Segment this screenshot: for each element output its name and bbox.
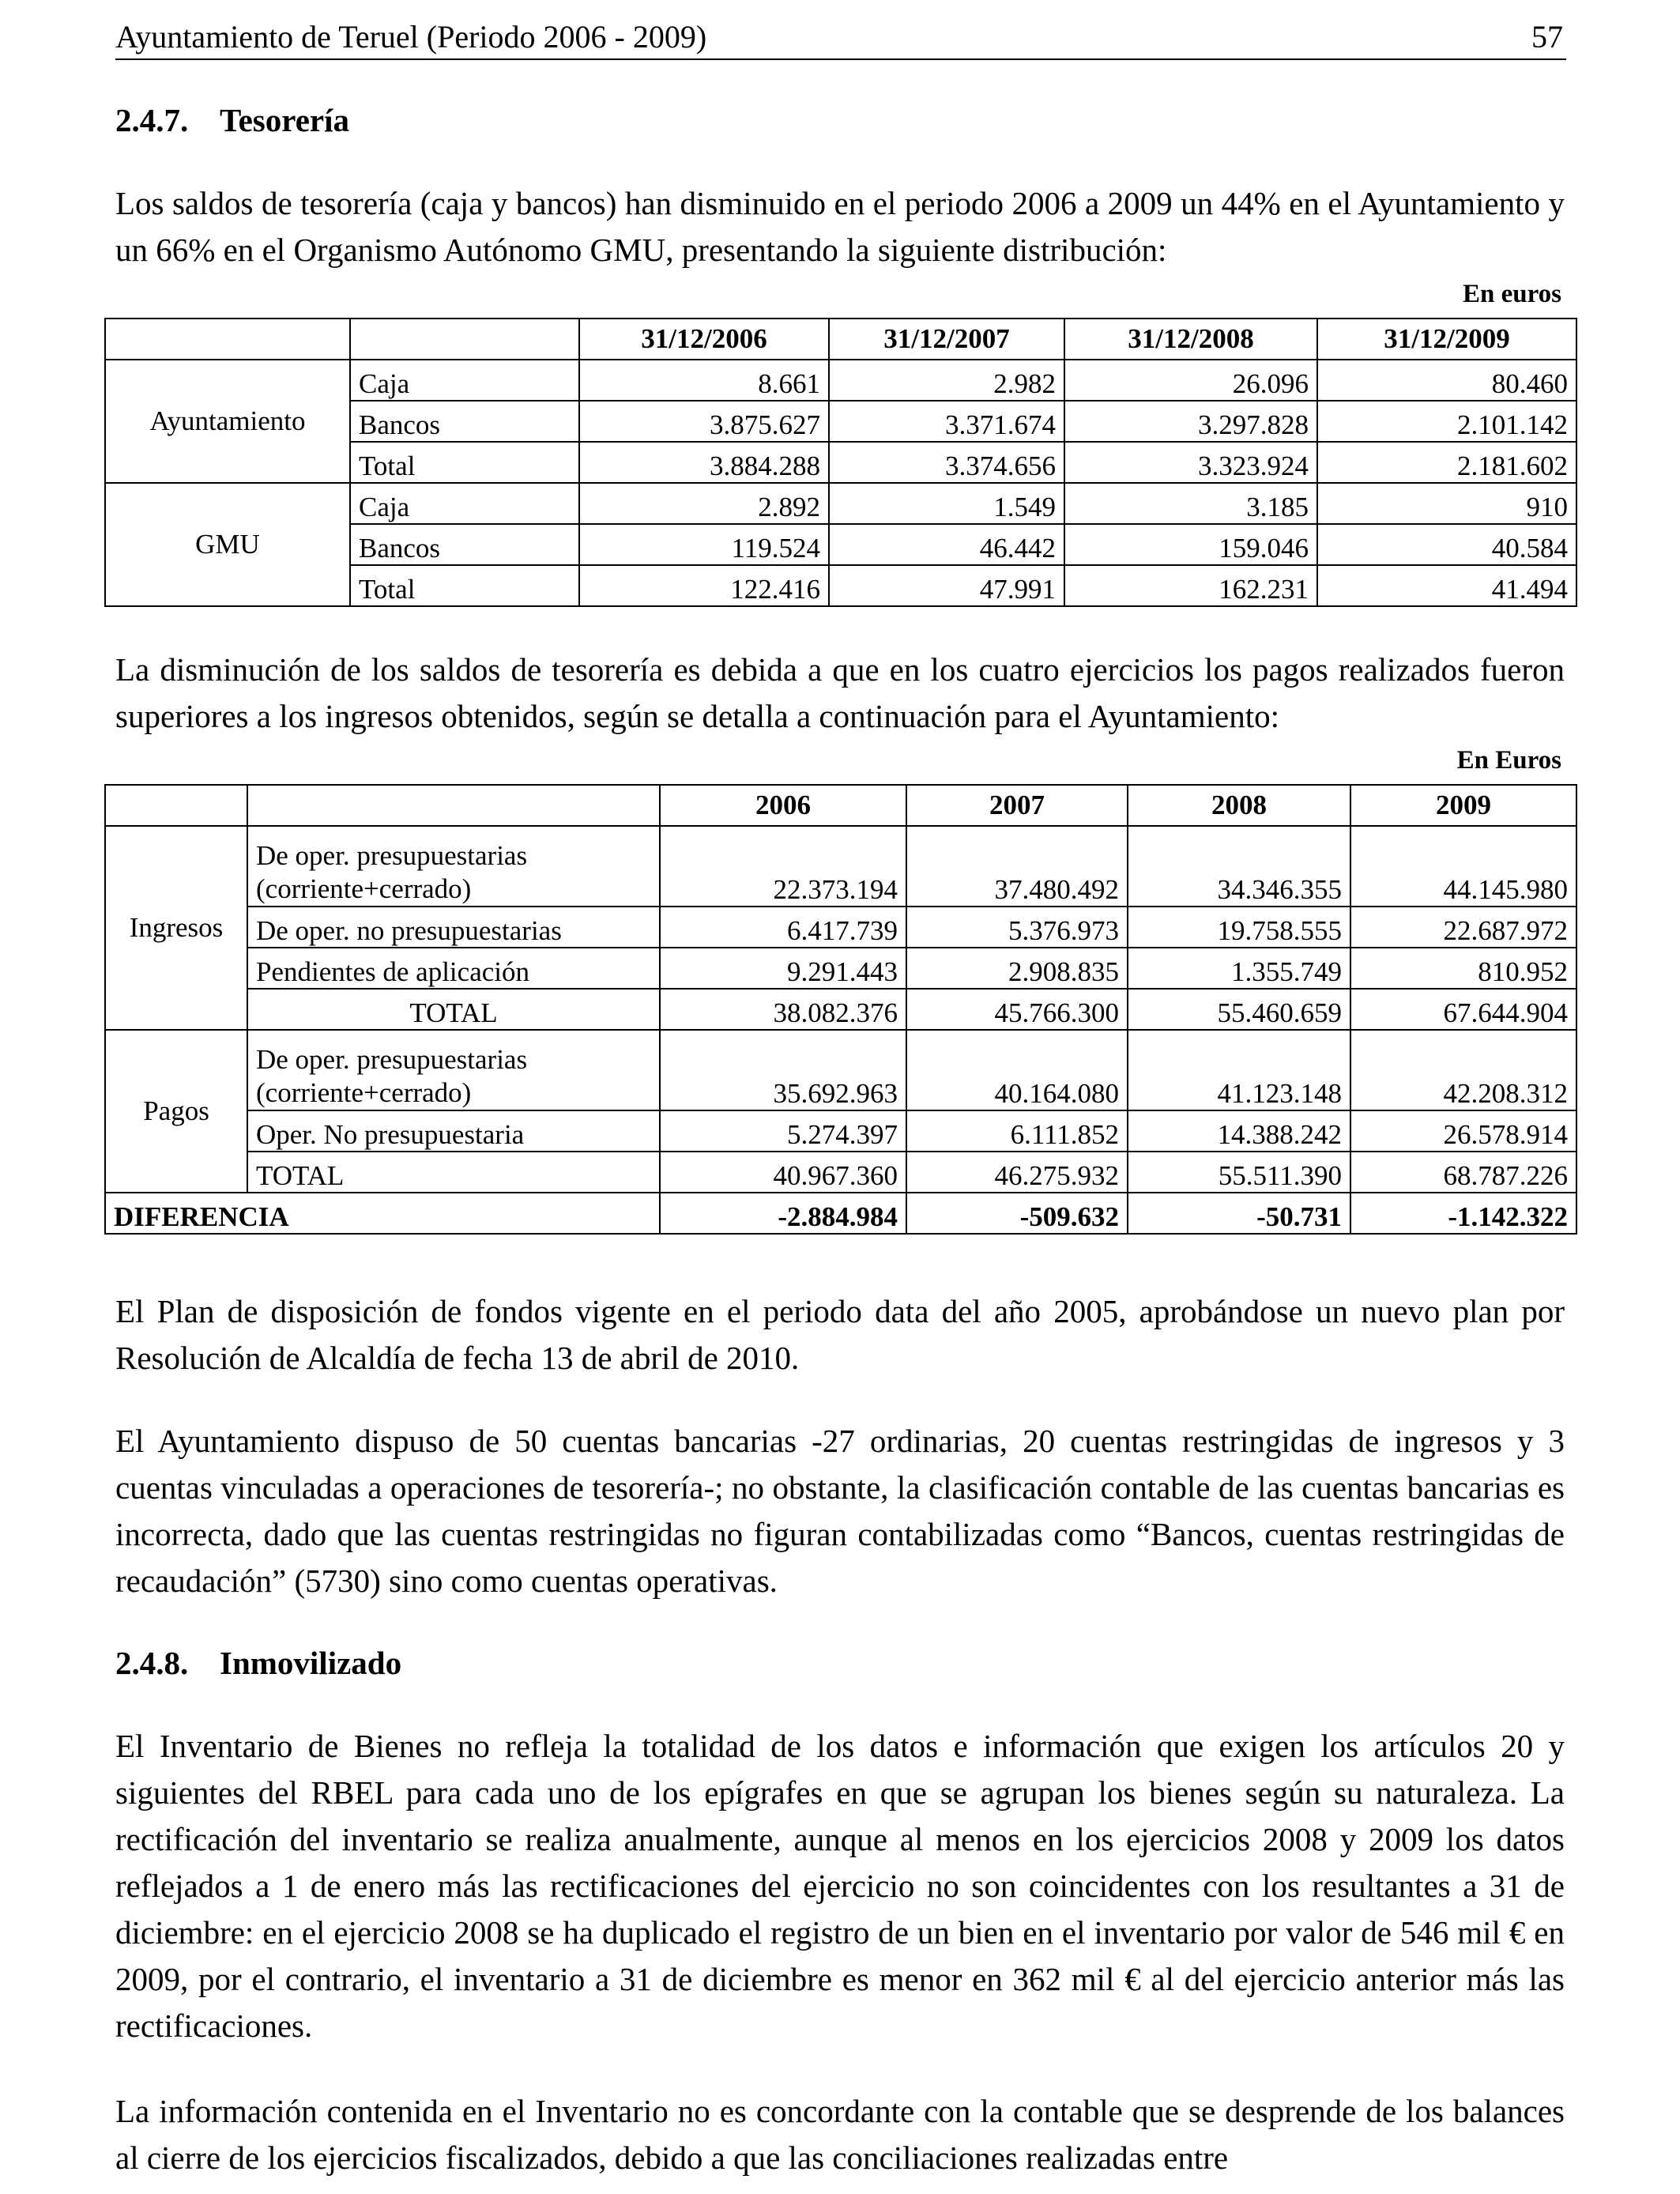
cell-value: -509.632: [906, 1193, 1128, 1234]
cell-value: 45.766.300: [906, 989, 1128, 1030]
cell-value: 37.480.492: [906, 826, 1128, 907]
header-title: Ayuntamiento de Teruel (Periodo 2006 - 2009): [115, 19, 707, 55]
row-label: Total: [350, 442, 579, 483]
column-header: 31/12/2007: [829, 319, 1064, 360]
column-header: 2007: [906, 785, 1128, 826]
cell-value: 3.323.924: [1064, 442, 1317, 483]
cell-value: 2.181.602: [1317, 442, 1576, 483]
section-number: 2.4.7.: [115, 102, 189, 138]
group-label: Ingresos: [105, 826, 247, 1030]
cell-value: 41.123.148: [1128, 1030, 1350, 1110]
group-label: GMU: [105, 483, 350, 606]
cell-value: -50.731: [1128, 1193, 1350, 1234]
cell-value: 80.460: [1317, 360, 1576, 401]
paragraph-informacion-inventario: La información contenida en el Inventario no es concordante con la contable que se desprende de los balances al cierre de los ejercicios fiscalizados, debido a que las conciliaciones realizadas entre: [115, 2093, 1565, 2176]
row-label: De oper. no presupuestarias: [247, 907, 660, 948]
cell-value: 5.274.397: [660, 1110, 906, 1152]
row-label: DIFERENCIA: [105, 1193, 660, 1234]
cell-value: 6.417.739: [660, 907, 906, 948]
cell-value: 55.511.390: [1128, 1152, 1350, 1193]
row-label: De oper. presupuestarias (corriente+cerrado): [247, 826, 660, 907]
row-label: TOTAL: [247, 989, 660, 1030]
table-row: [105, 1152, 1576, 1193]
tesoreria-table: [104, 318, 1577, 607]
cell-value: 55.460.659: [1128, 989, 1350, 1030]
row-label: Bancos: [350, 401, 579, 442]
paragraph-inventario: El Inventario de Bienes no refleja la totalidad de los datos e información que exigen los artículos 20 y siguientes del RBEL para cada uno de los epígrafes en que se agrupan los bienes según su naturaleza. La rectificación del inventario se realiza anualmente, aunque al menos en los ejercicios 2008 y 2009 los datos reflejados a 1 de enero más las rectificaciones del ejercicio no son coincidentes con los resultantes a 31 de diciembre: en el ejercicio 2008 se ha duplicado el registro de un bien en el inventario por valor de 546 mil € en 2009, por el contrario, el inventario a 31 de diciembre es menor en 362 mil € al del ejercicio anterior más las rectificaciones.: [115, 1728, 1565, 2044]
table-row: [105, 826, 1576, 907]
row-label: Pendientes de aplicación: [247, 948, 660, 989]
section-heading-inmovilizado: [115, 1644, 401, 1682]
row-label: TOTAL: [247, 1152, 660, 1193]
column-header: 31/12/2006: [579, 319, 829, 360]
row-label: Caja: [350, 483, 579, 524]
cell-value: 1.549: [829, 483, 1064, 524]
paragraph-cuentas-bancarias: El Ayuntamiento dispuso de 50 cuentas bancarias -27 ordinarias, 20 cuentas restringidas de ingresos y 3 cuentas vinculadas a operaciones de tesorería-; no obstante, la clasificación contable de las cuentas bancarias es incorrecta, dado que las cuentas restringidas no figuran contabilizadas como “Bancos, cuentas restringidas de recaudación” (5730) sino como cuentas operativas.: [115, 1423, 1565, 1599]
group-label: Ayuntamiento: [105, 360, 350, 483]
cell-value: 3.374.656: [829, 442, 1064, 483]
cell-value: 3.297.828: [1064, 401, 1317, 442]
cell-value: 34.346.355: [1128, 826, 1350, 907]
table-row: [105, 1030, 1576, 1110]
cell-value: 22.373.194: [660, 826, 906, 907]
cell-value: 2.982: [829, 360, 1064, 401]
table-row: [105, 989, 1576, 1030]
cell-value: 41.494: [1317, 565, 1576, 606]
cell-value: 14.388.242: [1128, 1110, 1350, 1152]
cell-value: 2.101.142: [1317, 401, 1576, 442]
cell-value: 46.442: [829, 524, 1064, 565]
cell-value: 810.952: [1350, 948, 1576, 989]
cell-value: 2.892: [579, 483, 829, 524]
page-number: 57: [1531, 19, 1563, 55]
cell-value: 910: [1317, 483, 1576, 524]
cell-value: 1.355.749: [1128, 948, 1350, 989]
table-row: [105, 360, 1576, 401]
cell-value: 9.291.443: [660, 948, 906, 989]
cell-value: 40.584: [1317, 524, 1576, 565]
cell-value: -2.884.984: [660, 1193, 906, 1234]
section-title: Inmovilizado: [220, 1645, 402, 1681]
section-title: Tesorería: [220, 102, 349, 138]
cell-value: 38.082.376: [660, 989, 906, 1030]
cell-value: 26.096: [1064, 360, 1317, 401]
cell-value: 3.371.674: [829, 401, 1064, 442]
cell-value: 6.111.852: [906, 1110, 1128, 1152]
cell-value: 162.231: [1064, 565, 1317, 606]
cell-value: 67.644.904: [1350, 989, 1576, 1030]
column-header: 31/12/2008: [1064, 319, 1317, 360]
table2-unit-label: En Euros: [1456, 746, 1561, 775]
diferencia-row: [105, 1193, 1576, 1234]
table-row: [105, 948, 1576, 989]
cell-value: 68.787.226: [1350, 1152, 1576, 1193]
cell-value: 44.145.980: [1350, 826, 1576, 907]
cell-value: 40.967.360: [660, 1152, 906, 1193]
cell-value: 159.046: [1064, 524, 1317, 565]
cell-value: 3.875.627: [579, 401, 829, 442]
paragraph-saldos: Los saldos de tesorería (caja y bancos) han disminuido en el periodo 2006 a 2009 un 44% en el Ayuntamiento y un 66% en el Organismo Autónomo GMU, presentando la siguiente distribución:: [115, 185, 1565, 268]
cell-value: 47.991: [829, 565, 1064, 606]
column-header: 31/12/2009: [1317, 319, 1576, 360]
cell-value: -1.142.322: [1350, 1193, 1576, 1234]
column-header: 2008: [1128, 785, 1350, 826]
section-heading-tesoreria: [115, 101, 349, 139]
paragraph-disminucion: La disminución de los saldos de tesorería es debida a que en los cuatro ejercicios los pagos realizados fueron superiores a los ingresos obtenidos, según se detalla a continuación para el Ayuntamiento:: [115, 651, 1565, 734]
cell-value: 22.687.972: [1350, 907, 1576, 948]
row-label: Oper. No presupuestaria: [247, 1110, 660, 1152]
cell-value: 26.578.914: [1350, 1110, 1576, 1152]
column-header: 2009: [1350, 785, 1576, 826]
cell-value: 119.524: [579, 524, 829, 565]
table-header-row: [105, 319, 1576, 360]
cell-value: 3.185: [1064, 483, 1317, 524]
cell-value: 3.884.288: [579, 442, 829, 483]
cell-value: 35.692.963: [660, 1030, 906, 1110]
row-label: Caja: [350, 360, 579, 401]
cell-value: 19.758.555: [1128, 907, 1350, 948]
table-row: [105, 1110, 1576, 1152]
table-row: [105, 483, 1576, 524]
row-label: De oper. presupuestarias (corriente+cerrado): [247, 1030, 660, 1110]
cell-value: 122.416: [579, 565, 829, 606]
cell-value: 40.164.080: [906, 1030, 1128, 1110]
cell-value: 2.908.835: [906, 948, 1128, 989]
column-header: 2006: [660, 785, 906, 826]
cell-value: 46.275.932: [906, 1152, 1128, 1193]
row-label: Total: [350, 565, 579, 606]
table-header-row: [105, 785, 1576, 826]
table1-unit-label: En euros: [1462, 280, 1561, 308]
cell-value: 5.376.973: [906, 907, 1128, 948]
page-header: [115, 16, 1566, 60]
paragraph-plan-disposicion: El Plan de disposición de fondos vigente en el periodo data del año 2005, aprobándose un nuevo plan por Resolución de Alcaldía de fecha 13 de abril de 2010.: [115, 1293, 1565, 1376]
section-number: 2.4.8.: [115, 1645, 189, 1681]
ingresos-pagos-table: [104, 784, 1577, 1235]
group-label: Pagos: [105, 1030, 247, 1193]
cell-value: 42.208.312: [1350, 1030, 1576, 1110]
table-row: [105, 907, 1576, 948]
cell-value: 8.661: [579, 360, 829, 401]
row-label: Bancos: [350, 524, 579, 565]
